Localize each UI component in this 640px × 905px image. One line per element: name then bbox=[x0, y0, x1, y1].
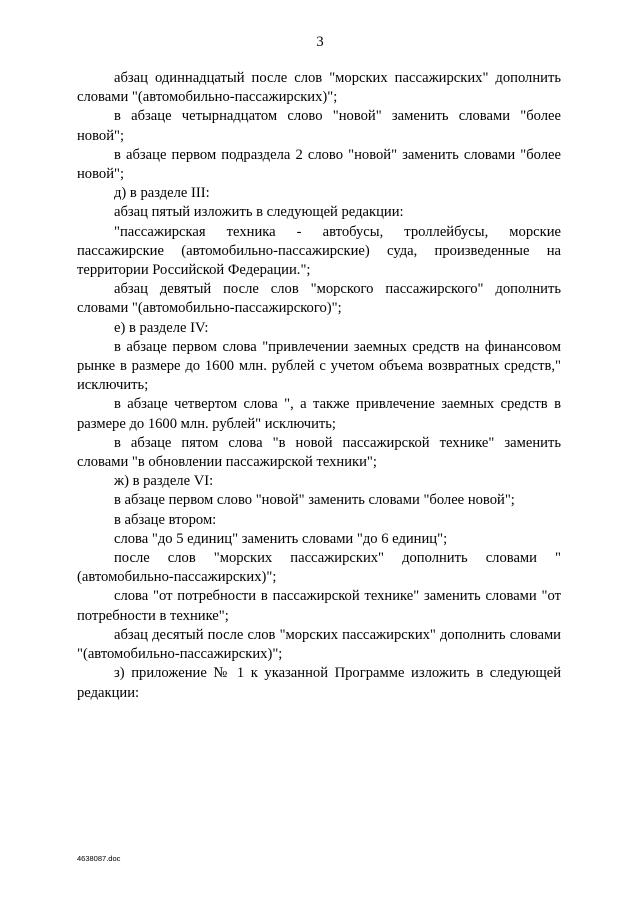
paragraph: абзац девятый после слов "морского пассажирского" дополнить словами "(автомобильно-пассажирского)"; bbox=[77, 281, 561, 317]
paragraph: д) в разделе III: bbox=[114, 185, 210, 202]
paragraph: абзац десятый после слов "морских пассажирских" дополнить словами "(автомобильно-пассажирских)"; bbox=[77, 626, 561, 663]
paragraph: слова "до 5 единиц" заменить словами "до 6 единиц"; bbox=[114, 530, 448, 547]
paragraph: в абзаце первом слова "привлечении заемных средств на финансовом рынке в размере до 1600 млн. рублей с учетом объема возвратных средств," исключить; bbox=[77, 338, 561, 394]
paragraph: "пассажирская техника - автобусы, троллейбусы, морские пассажирские (автомобильно-пассажирские) суда, произведенные на территории Российской Федерации."; bbox=[77, 223, 561, 279]
paragraph: в абзаце первом слово "новой" заменить словами "более новой"; bbox=[114, 492, 515, 509]
document-file-id: 4638087.doc bbox=[77, 854, 121, 863]
paragraph: после слов "морских пассажирских" дополнить словами "(автомобильно-пассажирских)"; bbox=[77, 550, 561, 586]
paragraph: в абзаце втором: bbox=[114, 511, 217, 528]
paragraph: в абзаце пятом слова "в новой пассажирской технике" заменить словами "в обновлении пассажирской техники"; bbox=[77, 434, 561, 471]
paragraph: абзац пятый изложить в следующей редакции: bbox=[114, 204, 404, 221]
paragraph: е) в разделе IV: bbox=[114, 319, 209, 336]
document-body bbox=[77, 69, 561, 703]
paragraph: слова "от потребности в пассажирской технике" заменить словами "от потребности в технике"; bbox=[77, 588, 561, 624]
paragraph: ж) в разделе VI: bbox=[114, 473, 214, 490]
paragraph: в абзаце четвертом слова ", а также привлечение заемных средств в размере до 1600 млн. рублей" исключить; bbox=[77, 396, 561, 432]
paragraph: з) приложение № 1 к указанной Программе изложить в следующей редакции: bbox=[77, 665, 561, 701]
paragraph: абзац одиннадцатый после слов "морских пассажирских" дополнить словами "(автомобильно-пассажирских)"; bbox=[77, 70, 561, 106]
paragraph: в абзаце четырнадцатом слово "новой" заменить словами "более новой"; bbox=[77, 108, 561, 144]
page-number: 3 bbox=[316, 34, 324, 50]
paragraph: в абзаце первом подраздела 2 слово "новой" заменить словами "более новой"; bbox=[77, 146, 561, 183]
